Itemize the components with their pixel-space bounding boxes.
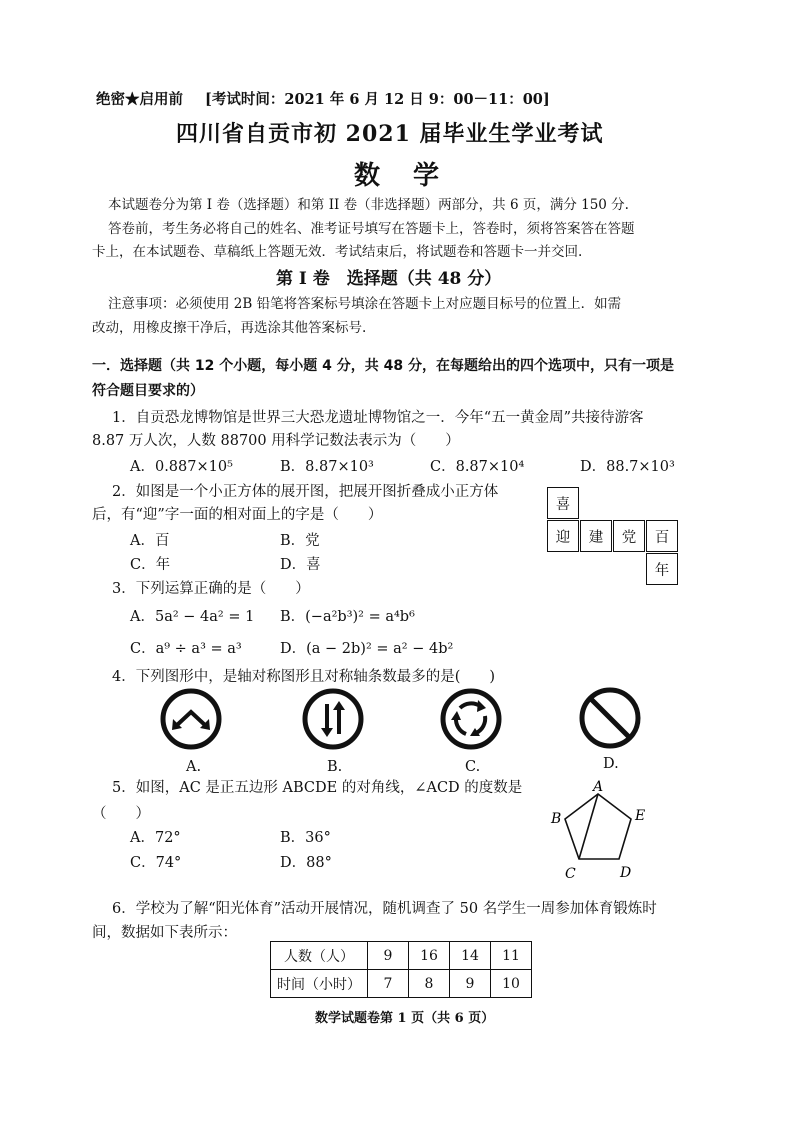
page-footer: 数学试题卷第 1 页（共 6 页） xyxy=(315,1011,495,1026)
q2-stem-1: 2．如图是一个小正方体的展开图，把展开图折叠成小正方体 xyxy=(112,484,499,500)
section1-line-2: 符合题目要求的） xyxy=(92,383,204,399)
net-face-ying: 迎 xyxy=(547,520,579,552)
table-cell: 14 xyxy=(450,942,491,970)
subject-title: 数 学 xyxy=(354,161,452,191)
vertex-a-label: A xyxy=(593,779,604,795)
q1-option-a: A．0.887×10⁵ xyxy=(130,459,233,475)
exam-time: [考试时间：2021 年 6 月 12 日 9：00－11：00] xyxy=(205,91,550,108)
table-cell: 7 xyxy=(368,970,409,998)
q3-option-d: D．(a − 2b)² = a² − 4b² xyxy=(280,641,454,657)
notice-line-2: 改动，用橡皮擦干净后，再选涂其他答案标号. xyxy=(92,320,367,336)
intro-line-3: 卡上，在本试题卷、草稿纸上答题无效．考试结束后，将试题卷和答题卡一并交回. xyxy=(92,244,583,260)
q6-data-table xyxy=(270,941,532,998)
q3-option-c: C．a⁹ ÷ a³ = a³ xyxy=(130,641,242,657)
q2-option-b: B．党 xyxy=(280,533,320,549)
q5-stem-1: 5．如图，AC 是正五边形 ABCDE 的对角线，∠ACD 的度数是 xyxy=(112,780,523,796)
q1-stem-1: 1．自贡恐龙博物馆是世界三大恐龙遗址博物馆之一．今年“五一黄金周”共接待游客 xyxy=(112,410,644,426)
q2-option-d: D．喜 xyxy=(280,557,321,573)
two-way-arrows-sign-icon xyxy=(302,688,364,750)
table-cell: 16 xyxy=(409,942,450,970)
q4-label-c: C. xyxy=(465,759,481,775)
table-cell: 时间（小时） xyxy=(271,970,368,998)
roundabout-sign-icon xyxy=(440,688,502,750)
vertex-d-label: D xyxy=(620,865,632,881)
table-cell: 9 xyxy=(450,970,491,998)
intro-line-2: 答卷前，考生务必将自己的姓名、准考证号填写在答题卡上，答卷时，须将答案答在答题 xyxy=(108,221,635,237)
net-face-xi: 喜 xyxy=(547,487,579,519)
vertex-b-label: B xyxy=(551,811,562,827)
q4-label-b: B. xyxy=(327,759,343,775)
q6-stem-2: 间，数据如下表所示： xyxy=(92,925,237,941)
no-entry-sign-icon xyxy=(578,686,642,750)
q1-option-c: C．8.87×10⁴ xyxy=(430,459,525,475)
section1-line-1: 一．选择题（共 12 个小题，每小题 4 分，共 48 分，在每题给出的四个选项中，只有一项是 xyxy=(92,358,674,374)
table-cell: 11 xyxy=(491,942,532,970)
intro-line-1: 本试题卷分为第 I 卷（选择题）和第 II 卷（非选择题）两部分，共 6 页，满分 150 分. xyxy=(108,197,629,213)
q5-option-c: C．74° xyxy=(130,855,182,871)
q2-stem-2: 后，有“迎”字一面的相对面上的字是（ ） xyxy=(92,507,383,523)
net-face-jian: 建 xyxy=(580,520,612,552)
table-cell: 8 xyxy=(409,970,450,998)
vertex-c-label: C xyxy=(565,866,576,882)
q5-stem-2: （ ） xyxy=(92,806,150,822)
q3-option-b: B．(−a²b³)² = a⁴b⁶ xyxy=(280,609,415,625)
q3-stem: 3．下列运算正确的是（ ） xyxy=(112,581,310,597)
q2-option-a: A．百 xyxy=(130,533,170,549)
q1-stem-2: 8.87 万人次，人数 88700 用科学记数法表示为（ ） xyxy=(92,433,460,449)
table-row xyxy=(271,970,532,998)
turn-arrows-sign-icon xyxy=(160,688,222,750)
q5-option-a: A．72° xyxy=(130,830,181,846)
page-title: 四川省自贡市初 2021 届毕业生学业考试 xyxy=(176,121,604,147)
net-face-bai: 百 xyxy=(646,520,678,552)
q4-label-a: A. xyxy=(186,759,202,775)
q1-option-d: D．88.7×10³ xyxy=(580,459,675,475)
net-face-dang: 党 xyxy=(613,520,645,552)
vertex-e-label: E xyxy=(635,808,646,824)
table-row xyxy=(271,942,532,970)
q1-option-b: B．8.87×10³ xyxy=(280,459,374,475)
q2-option-c: C．年 xyxy=(130,557,171,573)
q4-label-d: D. xyxy=(603,756,619,772)
q5-option-b: B．36° xyxy=(280,830,331,846)
pentagon-figure xyxy=(545,778,655,884)
secret-label: 绝密★启用前 xyxy=(96,91,183,108)
q5-option-d: D．88° xyxy=(280,855,332,871)
notice-line-1: 注意事项：必须使用 2B 铅笔将答案标号填涂在答题卡上对应题目标号的位置上．如需 xyxy=(108,296,622,312)
q3-option-a: A．5a² − 4a² = 1 xyxy=(130,609,255,625)
net-face-nian: 年 xyxy=(646,553,678,585)
table-cell: 9 xyxy=(368,942,409,970)
table-cell: 10 xyxy=(491,970,532,998)
table-cell: 人数（人） xyxy=(271,942,368,970)
part1-heading: 第 I 卷 选择题（共 48 分） xyxy=(276,269,502,289)
q6-stem-1: 6．学校为了解“阳光体育”活动开展情况，随机调查了 50 名学生一周参加体育锻炼时 xyxy=(112,901,657,917)
q4-stem: 4．下列图形中，是轴对称图形且对称轴条数最多的是( ) xyxy=(112,669,496,685)
